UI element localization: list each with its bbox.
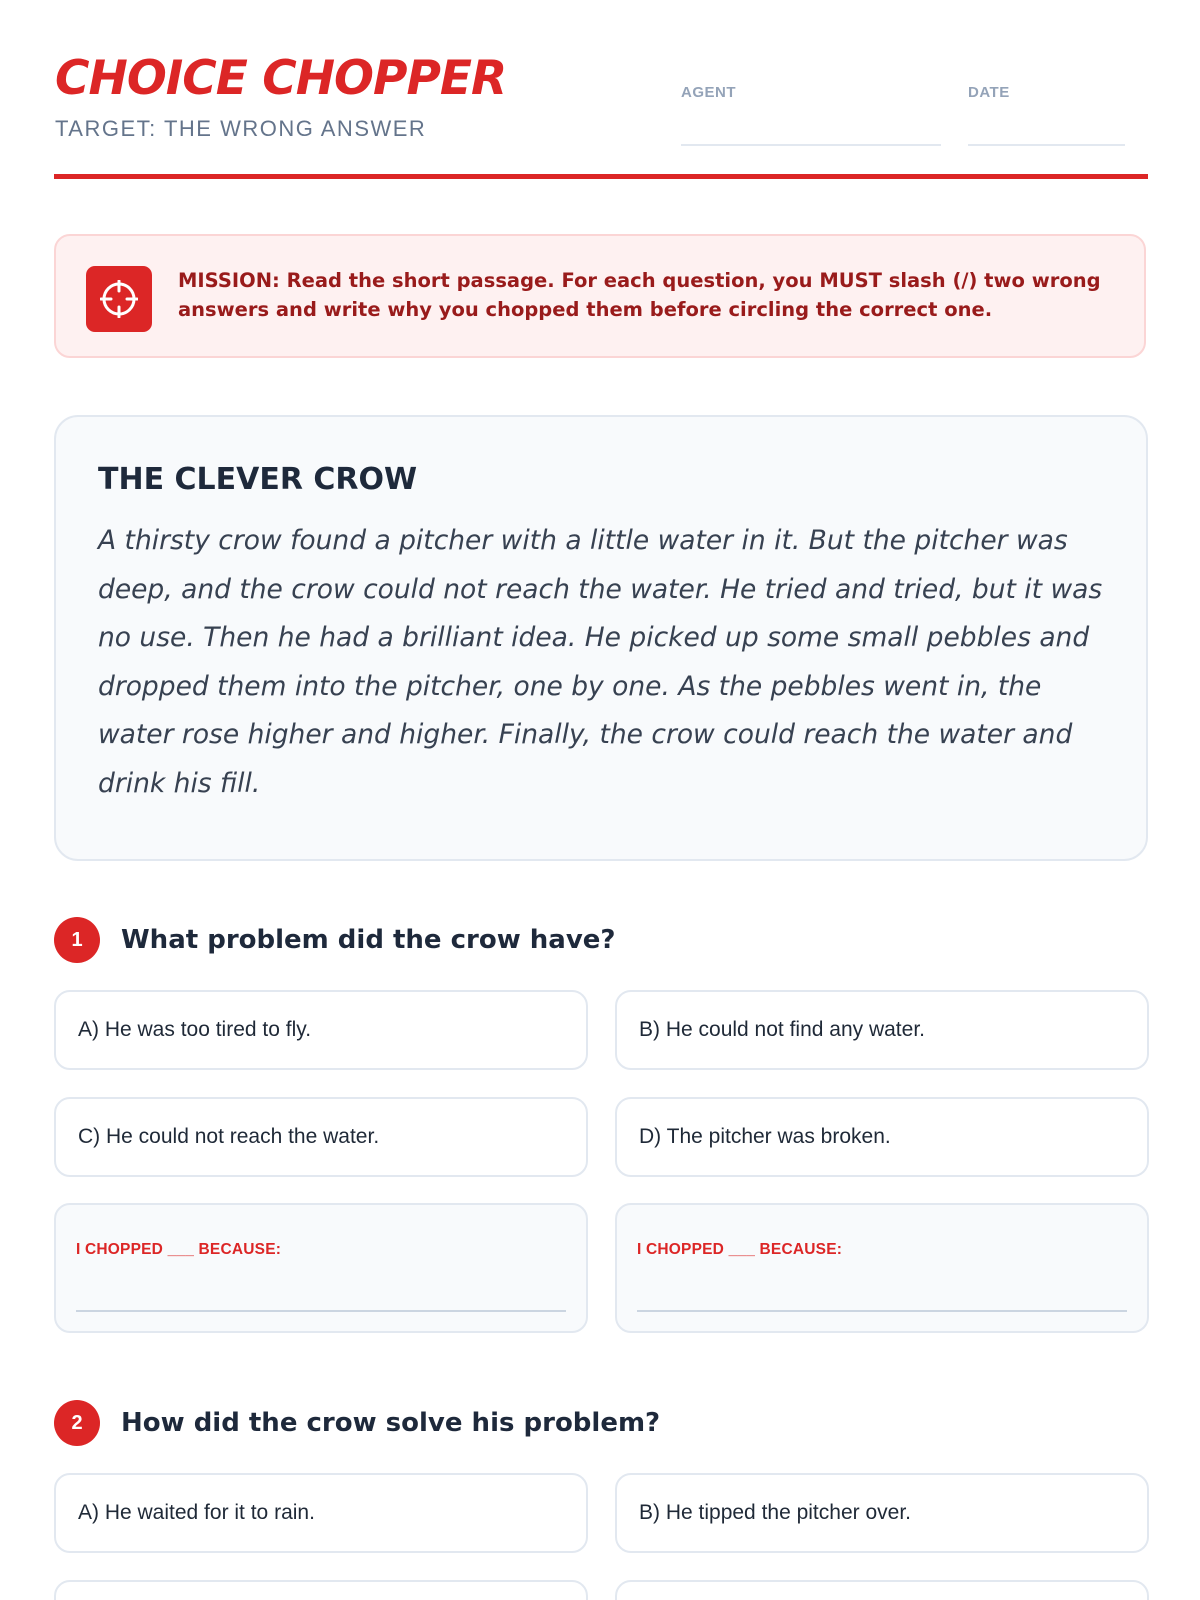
answer-option[interactable] bbox=[54, 1580, 588, 1600]
chop-reason-label: I CHOPPED ___ BECAUSE: bbox=[637, 1241, 843, 1258]
passage-text: A thirsty crow found a pitcher with a little water in it. But the pitcher was deep, and the crow could not reach the water. He tried and tried, but it was no use. Then he had a brilliant idea. He picked up some small pebbles and dropped them into the pitcher, one by one. As the pebbles went in, the water rose higher and higher. Finally, the crow could reach the water and drink his fill. bbox=[98, 525, 1103, 799]
answer-option[interactable]: B) He tipped the pitcher over. bbox=[615, 1473, 1149, 1553]
chop-reason-box bbox=[615, 1203, 1149, 1333]
chop-reason-input[interactable] bbox=[637, 1310, 1127, 1312]
mission-text: MISSION: Read the short passage. For each question, you MUST slash (/) two wrong answers and write why you chopped them before circling the correct one. bbox=[178, 269, 1101, 321]
agent-label: AGENT bbox=[681, 84, 736, 101]
mission-callout bbox=[54, 234, 1146, 358]
date-label: DATE bbox=[968, 84, 1010, 101]
reading-passage bbox=[54, 415, 1148, 861]
crosshair-icon bbox=[86, 266, 152, 332]
question-number-badge: 2 bbox=[54, 1400, 100, 1446]
question-text: How did the crow solve his problem? bbox=[121, 1408, 661, 1438]
passage-title: THE CLEVER CROW bbox=[98, 462, 418, 497]
question-number-badge: 1 bbox=[54, 917, 100, 963]
answer-option[interactable]: B) He could not find any water. bbox=[615, 990, 1149, 1070]
chop-reason-input[interactable] bbox=[76, 1310, 566, 1312]
question-text: What problem did the crow have? bbox=[121, 925, 616, 955]
answer-option[interactable]: A) He was too tired to fly. bbox=[54, 990, 588, 1070]
date-field[interactable] bbox=[968, 144, 1125, 146]
answer-option[interactable]: D) The pitcher was broken. bbox=[615, 1097, 1149, 1177]
agent-field[interactable] bbox=[681, 144, 941, 146]
chop-reason-box bbox=[54, 1203, 588, 1333]
worksheet-title: CHOICE CHOPPER bbox=[55, 51, 507, 106]
answer-option[interactable]: C) He could not reach the water. bbox=[54, 1097, 588, 1177]
header-divider bbox=[54, 174, 1148, 179]
worksheet-subtitle: TARGET: THE WRONG ANSWER bbox=[55, 116, 427, 141]
answer-option[interactable]: A) He waited for it to rain. bbox=[54, 1473, 588, 1553]
answer-option[interactable] bbox=[615, 1580, 1149, 1600]
chop-reason-label: I CHOPPED ___ BECAUSE: bbox=[76, 1241, 282, 1258]
